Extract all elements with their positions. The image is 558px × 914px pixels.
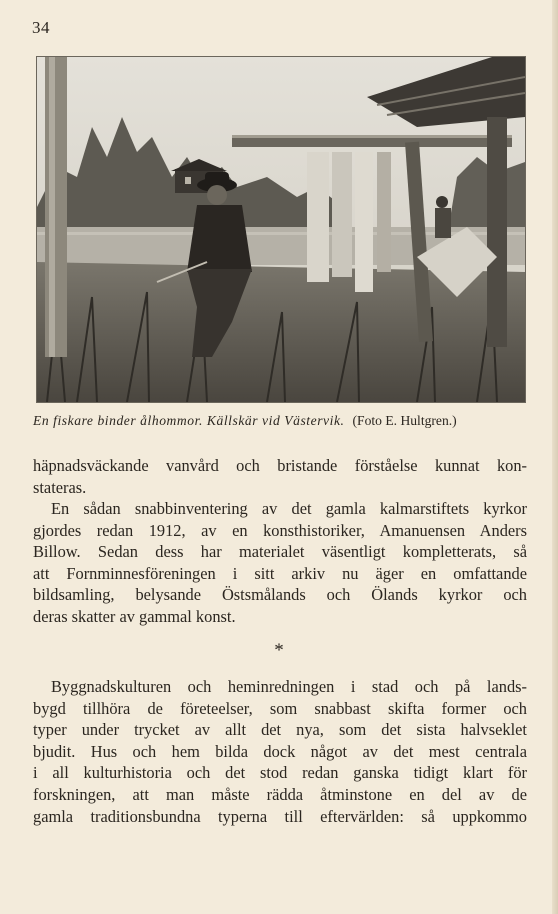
text-line: deras skatter av gammal konst.: [33, 606, 236, 626]
text-line: Billow. Sedan dess har materialet väsentligt kompletterats, så: [33, 542, 527, 562]
paragraph-1: [33, 455, 527, 498]
text-line: i all kulturhistoria och det stod redan ganska tidigt klart för: [33, 763, 527, 783]
photo-fisherman-eel-traps-icon: [37, 57, 525, 402]
paragraph-2: [33, 498, 527, 628]
text-line: gamla traditionsbundna typerna till eftervärlden: så uppkommo: [33, 806, 527, 826]
text-line: forskningen, att man måste rädda åtminstone en del av de: [33, 784, 527, 804]
caption-text: En fiskare binder ålhommor. Källskär vid Västervik.: [33, 413, 345, 428]
page-number: 34: [32, 18, 50, 37]
page-edge: [552, 0, 558, 914]
text-line: bygd tillhöra de företeelser, som snabbast skifta former och: [33, 698, 527, 718]
figure-caption: [33, 413, 528, 429]
photograph: [36, 56, 526, 403]
text-line: En sådan snabbinventering av det gamla kalmarstiftets kyrkor: [51, 499, 527, 518]
text-line: typer under trycket av allt det nya, som det sista halvseklet: [33, 720, 527, 740]
section-separator: *: [274, 640, 284, 661]
text-line: stateras.: [33, 477, 87, 497]
text-line: gjordes redan 1912, av en konsthistoriker, Amanuensen Anders: [33, 520, 527, 540]
paragraph-3: [33, 676, 527, 827]
text-line: häpnadsväckande vanvård och bristande förståelse kunnat kon-: [33, 456, 527, 475]
text-line: Byggnadskulturen och heminredningen i stad och på lands-: [51, 677, 527, 696]
photo-credit: (Foto E. Hultgren.): [352, 413, 457, 428]
text-line: bjudit. Hus och hem bilda dock något av det mest centrala: [33, 741, 527, 761]
text-line: att Fornminnesföreningen i sitt arkiv nu äger en omfattande: [33, 563, 527, 583]
text-line: bildsamling, belysande Östsmålands och Ölands kyrkor och: [33, 585, 527, 605]
